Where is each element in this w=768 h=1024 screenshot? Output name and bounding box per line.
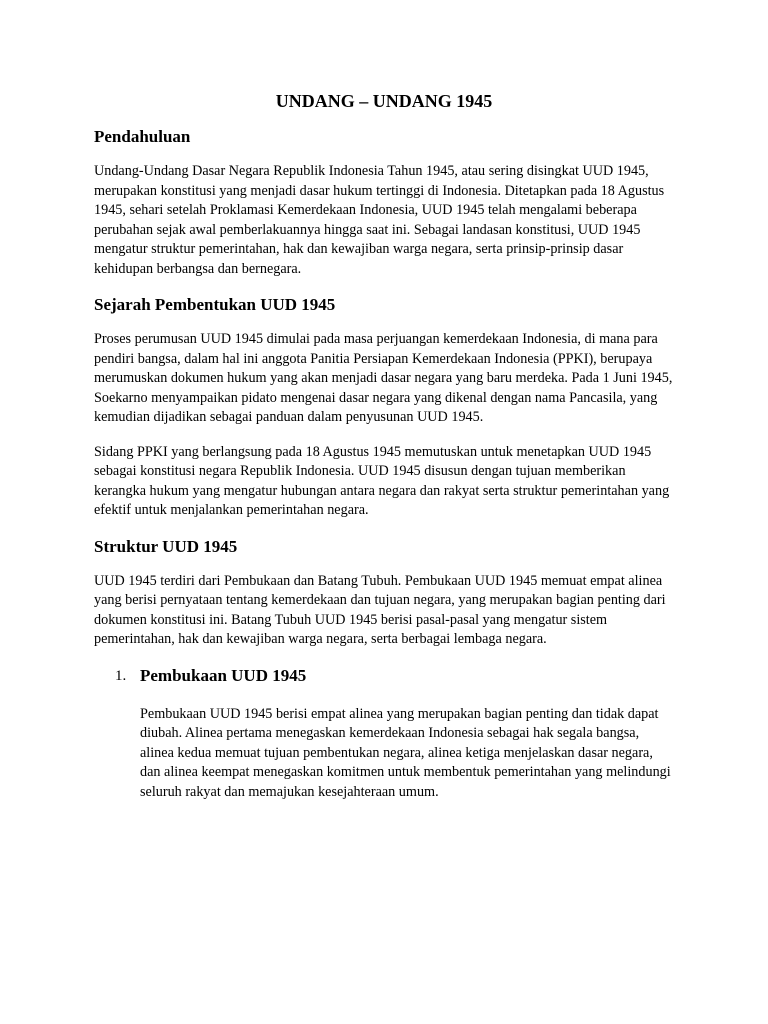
section-sejarah [94,294,674,521]
section-struktur [94,536,674,650]
section-paragraph: UUD 1945 terdiri dari Pembukaan dan Batang Tubuh. Pembukaan UUD 1945 memuat empat alinea yang berisi pernyataan tentang kemerdekaan dan tujuan negara, yang merupakan bagian penting dari dokumen konstitusi ini. Batang Tubuh UUD 1945 berisi pasal-pasal yang mengatur sistem pemerintahan, hak dan kewajiban warga negara, serta berbagai lembaga negara. [94,572,666,647]
section-pendahuluan [94,126,674,279]
list-item-heading: Pembukaan UUD 1945 [140,665,307,685]
section-paragraph: Proses perumusan UUD 1945 dimulai pada masa perjuangan kemerdekaan Indonesia, di mana para pendiri bangsa, dalam hal ini anggota Panitia Persiapan Kemerdekaan Indonesia (PPKI), berupaya merumuskan dokumen hukum yang akan menjadi dasar negara yang baru merdeka. Pada 1 Juni 1945, Soekarno menyampaikan pidato mengenai dasar negara yang dikenal dengan nama Pancasila, yang kemudian dijadikan sebagai panduan dalam penyusunan UUD 1945. [94,331,673,425]
section-heading: Pendahuluan [94,127,191,146]
numbered-list [94,665,674,803]
list-item-paragraph: Pembukaan UUD 1945 berisi empat alinea yang merupakan bagian penting dan tidak dapat diubah. Alinea pertama menegaskan kemerdekaan Indonesia sebagai hak segala bangsa, alinea kedua memuat tujuan pembentukan negara, alinea ketiga menjelaskan dasar negara, dan alinea keempat menegaskan komitmen untuk membentuk pemerintahan yang melindungi seluruh rakyat dan memajukan kesejahteraan umum. [140,705,671,800]
document-title: UNDANG – UNDANG 1945 [275,91,493,111]
list-item [94,665,674,803]
list-item-number: 1. [115,667,127,684]
section-heading: Sejarah Pembentukan UUD 1945 [94,295,336,314]
section-paragraph: Sidang PPKI yang berlangsung pada 18 Agustus 1945 memutuskan untuk menetapkan UUD 1945 sebagai konstitusi negara Republik Indonesia. UUD 1945 disusun dengan tujuan memberikan kerangka hukum yang mengatur hubungan antara negara dan rakyat serta struktur pemerintahan yang efektif untuk menjalankan pemerintahan negara. [94,443,670,518]
section-paragraph: Undang-Undang Dasar Negara Republik Indonesia Tahun 1945, atau sering disingkat UUD 1945, merupakan konstitusi yang menjadi dasar hukum tertinggi di Indonesia. Ditetapkan pada 18 Agustus 1945, sehari setelah Proklamasi Kemerdekaan Indonesia, UUD 1945 telah mengalami beberapa perubahan sejak awal pemberlakuannya hingga saat ini. Sebagai landasan konstitusi, UUD 1945 mengatur struktur pemerintahan, hak dan kewajiban warga negara, serta prinsip-prinsip dasar kehidupan berbangsa dan bernegara. [94,163,665,277]
section-heading: Struktur UUD 1945 [94,536,238,556]
